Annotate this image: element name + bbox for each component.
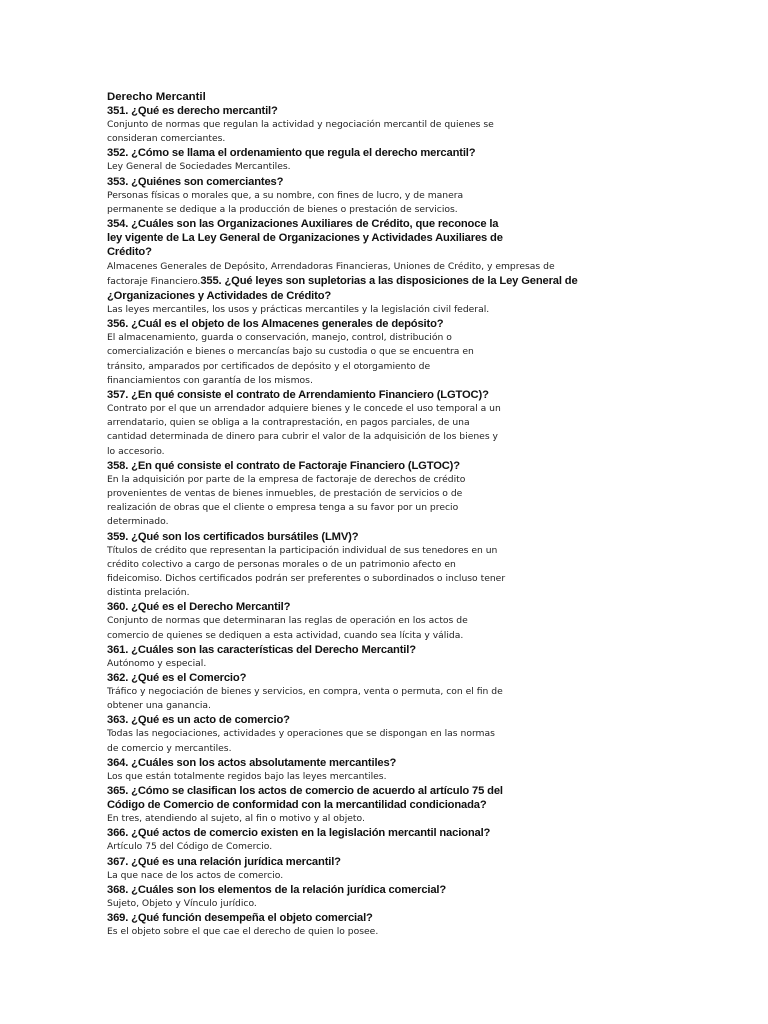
answer-366: Artículo 75 del Código de Comercio. bbox=[107, 841, 273, 853]
answer-365: En tres, atendiendo al sujeto, al fin o motivo y al objeto. bbox=[107, 813, 365, 825]
answer-367: La que nace de los actos de comercio. bbox=[107, 869, 284, 881]
answer-363: Todas las negociaciones, actividades y operaciones que se dispongan en las normas de comercio y mercantiles. bbox=[107, 728, 495, 754]
question-358: 358. ¿En qué consiste el contrato de Factoraje Financiero (LGTOC)? bbox=[107, 459, 460, 472]
question-359: 359. ¿Qué son los certificados bursátiles (LMV)? bbox=[107, 530, 359, 543]
question-367: 367. ¿Qué es una relación jurídica mercantil? bbox=[107, 855, 341, 868]
document-page bbox=[107, 90, 707, 939]
question-355: 355. ¿Qué leyes son supletorias a las disposiciones de la Ley General de ¿Organizaciones y Actividades de Crédito? bbox=[107, 275, 578, 303]
answer-354: Almacenes Generales de Depósito, Arrendadoras Financieras, Uniones de Crédito, y empresas de factoraje Financiero. bbox=[107, 261, 555, 288]
question-365: 365. ¿Cómo se clasifican los actos de comercio de acuerdo al artículo 75 del Código de Comercio de conformidad con la mercantilidad condicionada? bbox=[107, 785, 503, 812]
answer-369: Es el objeto sobre el que cae el derecho de quien lo posee. bbox=[107, 925, 379, 937]
question-353: 353. ¿Quiénes son comerciantes? bbox=[107, 175, 284, 188]
question-369: 369. ¿Qué función desempeña el objeto comercial? bbox=[107, 911, 373, 924]
answer-368: Sujeto, Objeto y Vínculo jurídico. bbox=[107, 897, 257, 909]
answer-359: Títulos de crédito que representan la participación individual de sus tenedores en un crédito colectivo a cargo de personas morales o de un patrimonio afecto en fideicomiso. Dichos certificados podrán ser preferentes o subordinados o incluso tener distinta prelación. bbox=[107, 544, 506, 599]
question-366: 366. ¿Qué actos de comercio existen en la legislación mercantil nacional? bbox=[107, 827, 491, 840]
question-368: 368. ¿Cuáles son los elementos de la relación jurídica comercial? bbox=[107, 883, 447, 896]
question-363: 363. ¿Qué es un acto de comercio? bbox=[107, 714, 290, 727]
answer-364: Los que están totalmente regidos bajo las leyes mercantiles. bbox=[107, 770, 387, 782]
answer-355: Las leyes mercantiles, los usos y prácticas mercantiles y la legislación civil federal. bbox=[107, 304, 490, 316]
question-356: 356. ¿Cuál es el objeto de los Almacenes generales de depósito? bbox=[107, 318, 444, 331]
answer-358: En la adquisición por parte de la empresa de factoraje de derechos de crédito provenientes de ventas de bienes inmuebles, de prestación de servicios o de realización de obras que el cliente o empresa tenga a su favor por un precio determinado. bbox=[107, 473, 466, 528]
question-364: 364. ¿Cuáles son los actos absolutamente mercantiles? bbox=[107, 756, 397, 769]
question-361: 361. ¿Cuáles son las características del Derecho Mercantil? bbox=[107, 643, 416, 656]
document-title: Derecho Mercantil bbox=[107, 91, 206, 103]
question-352: 352. ¿Cómo se llama el ordenamiento que regula el derecho mercantil? bbox=[107, 147, 476, 160]
question-354: 354. ¿Cuáles son las Organizaciones Auxiliares de Crédito, que reconoce la ley vigente de La Ley General de Organizaciones y Actividades Auxiliares de Crédito? bbox=[107, 218, 503, 259]
question-357: 357. ¿En qué consiste el contrato de Arrendamiento Financiero (LGTOC)? bbox=[107, 389, 489, 402]
answer-362: Tráfico y negociación de bienes y servicios, en compra, venta o permuta, con el fin de obtener una ganancia. bbox=[107, 686, 503, 712]
answer-352: Ley General de Sociedades Mercantiles. bbox=[107, 161, 291, 173]
answer-360: Conjunto de normas que determinaran las reglas de operación en los actos de comercio de quienes se dediquen a esta actividad, cuando sea lícita y válida. bbox=[107, 615, 468, 641]
question-362: 362. ¿Qué es el Comercio? bbox=[107, 672, 247, 685]
answer-354-with-question-355 bbox=[107, 259, 597, 303]
question-351: 351. ¿Qué es derecho mercantil? bbox=[107, 105, 278, 117]
answer-351: Conjunto de normas que regulan la actividad y negociación mercantil de quienes se consideran comerciantes. bbox=[107, 119, 494, 145]
answer-356: El almacenamiento, guarda o conservación, manejo, control, distribución o comercialización e bienes o mercancías bajo su custodia o que se encuentra en tránsito, amparados por certificados de depósito y el otorgamiento de financiamientos con garantía de los mismos. bbox=[107, 332, 474, 386]
answer-357: Contrato por el que un arrendador adquiere bienes y le concede el uso temporal a un arrendatario, quien se obliga a la contraprestación, en pagos parciales, de una cantidad determinada de dinero para cubrir el valor de la adquisición de los bienes y lo accesorio. bbox=[107, 403, 501, 457]
question-360: 360. ¿Qué es el Derecho Mercantil? bbox=[107, 601, 291, 614]
answer-361: Autónomo y especial. bbox=[107, 657, 207, 669]
answer-353: Personas físicas o morales que, a su nombre, con fines de lucro, y de manera permanente se dedique a la producción de bienes o prestación de servicios. bbox=[107, 189, 464, 215]
